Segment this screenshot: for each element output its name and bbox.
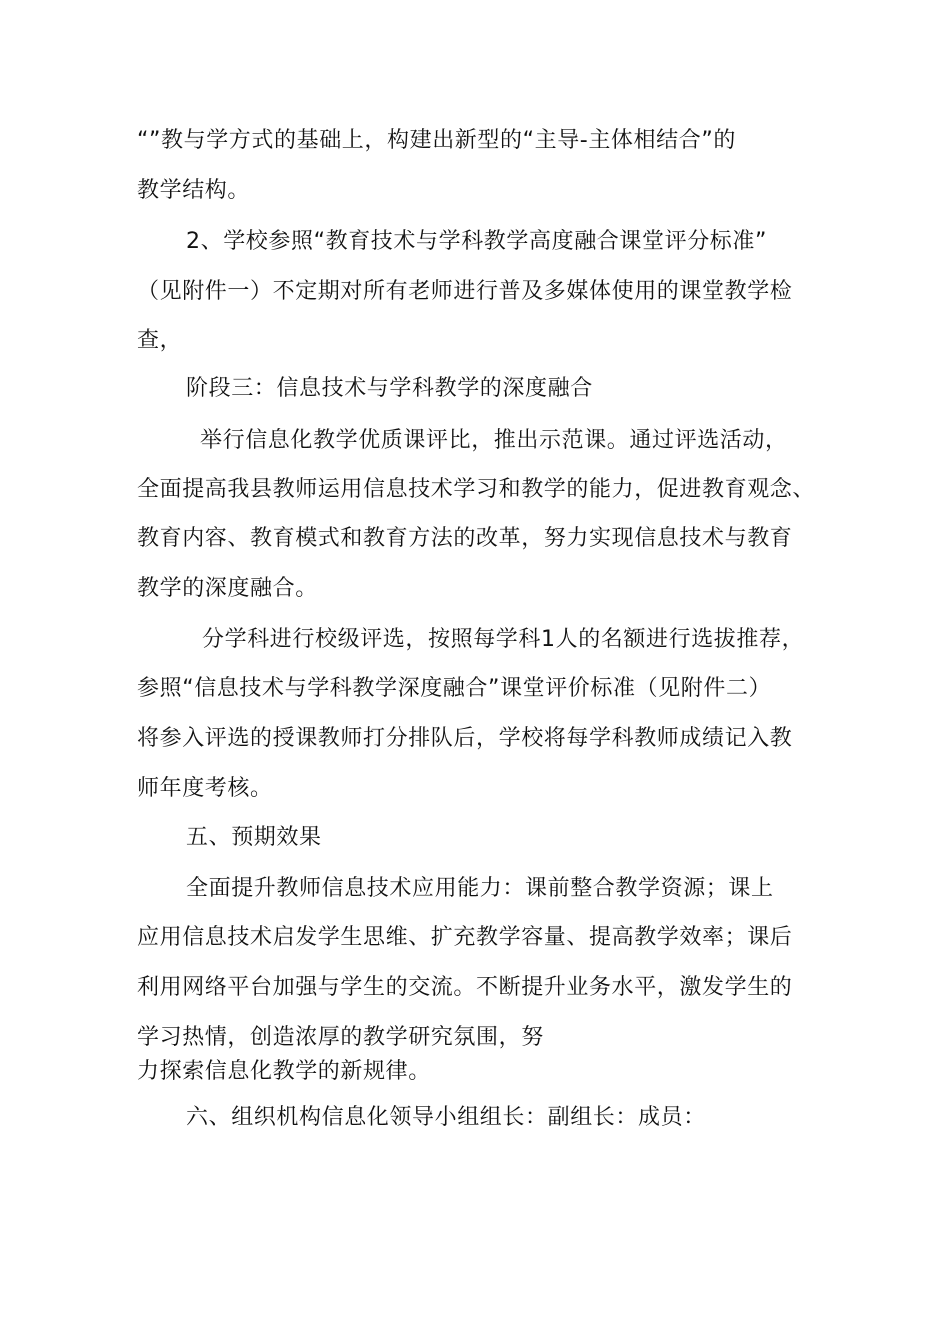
paragraph-line-17: 应用信息技术启发学生思维、扩充教学容量、提高教学效率；课后 — [137, 925, 793, 950]
paragraph-line-9: 教育内容、教育模式和教育方法的改革，努力实现信息技术与教育 — [137, 526, 793, 551]
section-heading-organization: 六、组织机构信息化领导小组组长：副组长：成员： — [186, 1105, 706, 1130]
paragraph-line-13: 将参入评选的授课教师打分排队后，学校将每学科教师成绩记入教 — [137, 726, 793, 751]
paragraph-line-16: 全面提升教师信息技术应用能力：课前整合教学资源；课上 — [186, 876, 774, 901]
paragraph-line-14: 师年度考核。 — [137, 776, 273, 801]
paragraph-line-3: 2、学校参照“教育技术与学科教学高度融合课堂评分标准” — [186, 229, 767, 254]
paragraph-line-4: （见附件一）不定期对所有老师进行普及多媒体使用的课堂教学检 — [137, 279, 793, 304]
section-heading-expected-results: 五、预期效果 — [186, 825, 322, 850]
paragraph-line-8: 全面提高我县教师运用信息技术学习和教学的能力，促进教育观念、 — [137, 477, 816, 502]
paragraph-line-1: “”教与学方式的基础上，构建出新型的“主导-主体相结合”的 — [137, 128, 736, 153]
paragraph-line-19: 学习热情，创造浓厚的教学研究氛围，努 — [137, 1025, 544, 1050]
paragraph-line-12: 参照“信息技术与学科教学深度融合”课堂评价标准（见附件二） — [137, 676, 772, 701]
paragraph-line-5: 查， — [137, 328, 183, 353]
paragraph-line-20: 力探索信息化教学的新规律。 — [137, 1059, 431, 1084]
paragraph-line-11: 分学科进行校级评选，按照每学科1人的名额进行选拔推荐， — [202, 627, 805, 652]
paragraph-line-18: 利用网络平台加强与学生的交流。不断提升业务水平，激发学生的 — [137, 975, 793, 1000]
paragraph-line-2: 教学结构。 — [137, 178, 251, 203]
paragraph-line-10: 教学的深度融合。 — [137, 576, 318, 601]
section-heading-stage-three: 阶段三：信息技术与学科教学的深度融合 — [186, 376, 593, 401]
paragraph-line-7: 举行信息化教学优质课评比，推出示范课。通过评选活动， — [200, 428, 788, 453]
